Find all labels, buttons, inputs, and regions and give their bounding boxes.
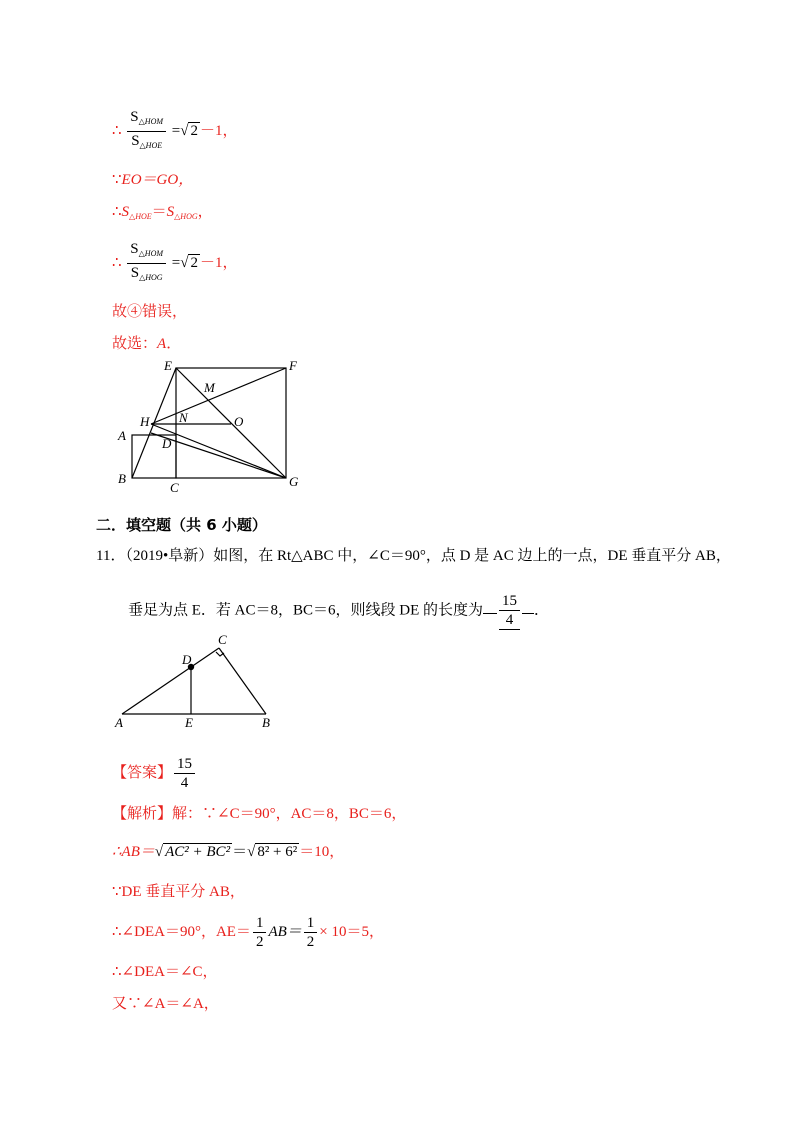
label-H: H [140, 414, 150, 429]
label-F: F [289, 358, 297, 373]
answer-fraction: $\frac{15}{4}$ [174, 755, 195, 792]
section-title: 二．填空题（共 6 小题） [96, 516, 267, 534]
label-O: O [234, 414, 244, 429]
ratio-line-2: ∴ $\frac{S_{\triangle HOM}}{S_{\triangle HOG}}$ =√ 2 －1， [112, 240, 237, 287]
label-B: B [262, 715, 270, 730]
choice-line: 故选：A． [112, 336, 182, 352]
analysis-tag: 【解析】 [112, 806, 173, 822]
label-A: A [115, 715, 123, 730]
answer-fraction: $\frac{15}{4}$ [499, 592, 520, 630]
answer-tag: 【答案】 [112, 764, 173, 781]
conclusion-line: 故④错误， [112, 304, 188, 320]
area-equal-line: $\therefore S_{\triangle HOE}=S_{\triangle HOG}$， [112, 204, 213, 221]
analysis-line-1: 【解析】解：∵∠C＝90°，AC＝8，BC＝6， [112, 806, 407, 822]
analysis-line-5: ∴∠DEA＝∠C， [112, 964, 218, 980]
label-B: B [118, 471, 126, 486]
sqrt: 2 [190, 122, 198, 139]
analysis-line-2: ∴AB＝√ AC² + BC² ＝√ 8² + 6² ＝10， [112, 844, 345, 860]
fraction: $\frac{S_{\triangle HOM}}{S_{\triangle HOE}}$ [127, 108, 166, 155]
label-E: E [164, 358, 172, 373]
given-line: ∵EO＝GO， [112, 172, 194, 188]
fraction: $\frac{S_{\triangle HOM}}{S_{\triangle HOG}}$ [127, 240, 166, 287]
label-N: N [179, 410, 188, 425]
analysis-line-4: ∴∠DEA＝90°，AE＝ $\frac{1}{2}$ AB＝ $\frac{1}{2}$ × 10＝5， [112, 915, 384, 950]
ratio-line-1: ∴ $\frac{S_{\triangle HOM}}{S_{\triangle HOE}}$ =√ 2 －1， [112, 108, 237, 155]
label-D: D [182, 652, 192, 667]
label-C: C [218, 632, 227, 647]
label-M: M [204, 380, 215, 395]
geometry-figure-2 [112, 630, 292, 730]
answer-line [112, 755, 197, 792]
label-E: E [185, 715, 193, 730]
label-G: G [289, 474, 299, 489]
label-C: C [170, 480, 179, 495]
question-11: 11．（2019•阜新）如图，在 Rt△ABC 中，∠C＝90°，点 D 是 AC 边上的一点，DE 垂直平分 AB， [96, 548, 731, 564]
sqrt: 2 [190, 254, 198, 271]
label-A: A [118, 428, 126, 443]
question-11-cont: 垂足为点 E．若 AC＝8，BC＝6，则线段 DE 的长度为 $\frac{15}{4}$ ． [128, 593, 550, 628]
label-D: D [162, 436, 172, 451]
analysis-line-6: 又∵∠A＝∠A， [112, 996, 219, 1012]
analysis-line-3: ∵DE 垂直平分 AB， [112, 884, 245, 900]
geometry-figure-1 [112, 358, 312, 498]
therefore-symbol: ∴ [112, 122, 122, 139]
